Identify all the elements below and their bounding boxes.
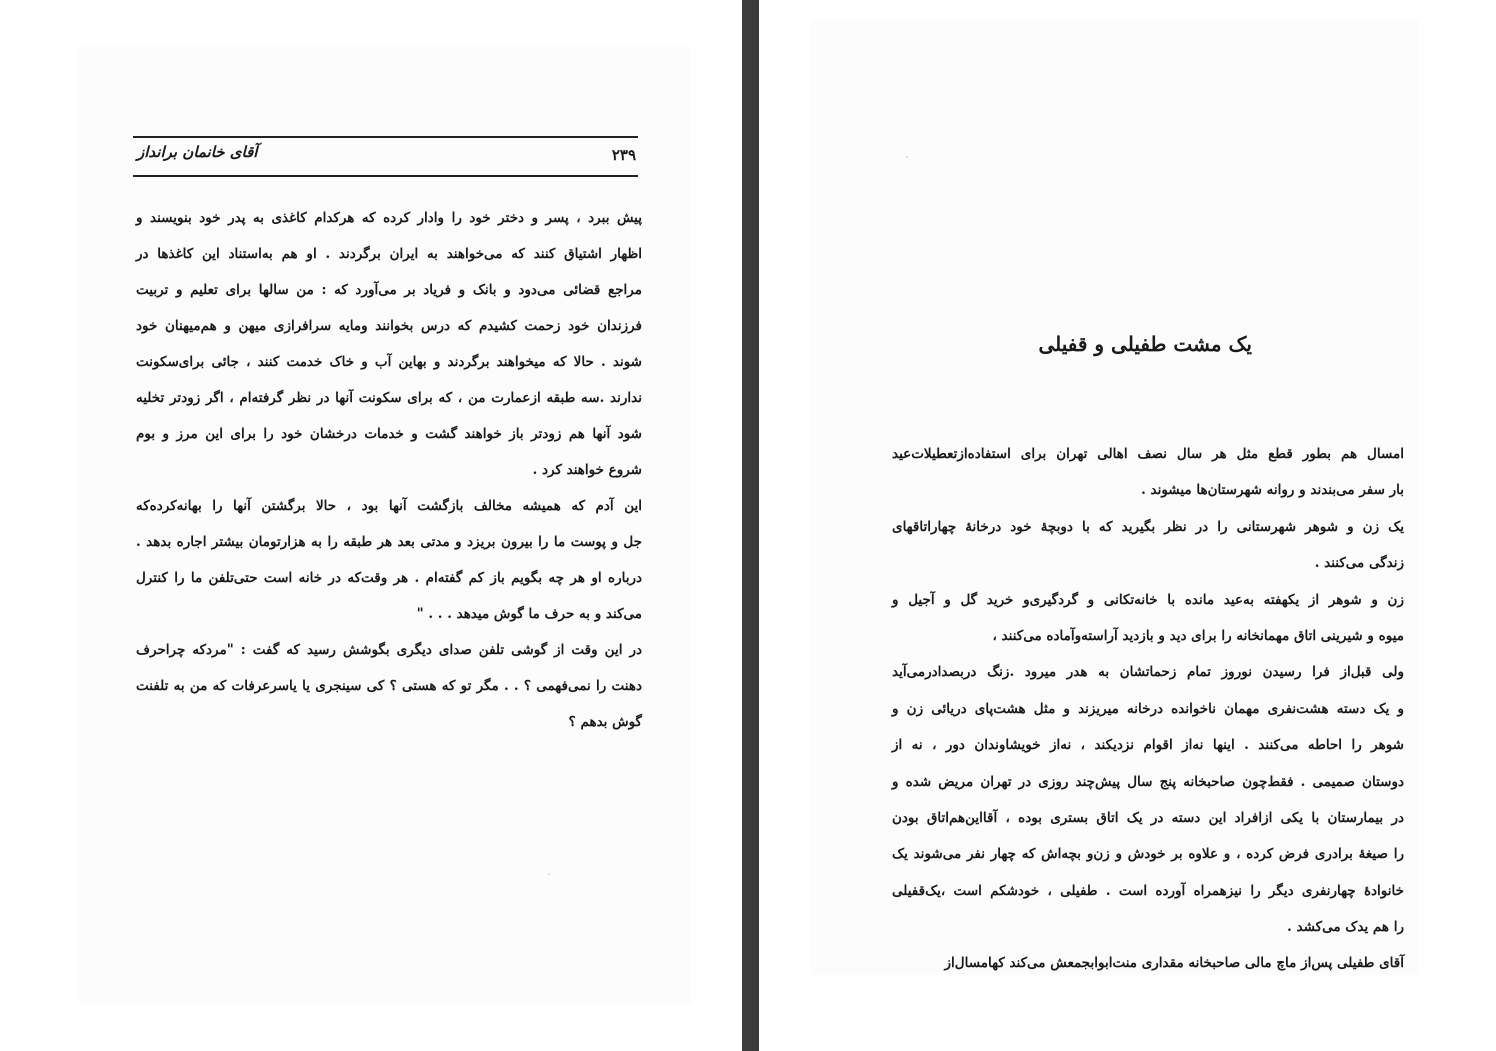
paragraph [136,488,642,632]
text-line: را صیغهٔ برادری فرض کرده ، و علاوه بر خودش و زن‌و بچه‌اش که چهار نفر می‌شوند یک [892,846,1404,863]
text-line: در این وقت از گوشی تلفن صدای دیگری بگوشش رسید که گفت : "مردکه چراحرف [136,642,642,658]
text-line: آقای طفیلی پس‌از ماچ مالی صاحبخانه مقداری منت‌ابوابجمعش می‌کند کهامسال‌از [944,955,1404,972]
text-line: ولی قبل‌از فرا رسیدن نوروز تمام زحماتشان به هدر میرود .زنگ دربصدادرمی‌آید [892,664,1404,681]
text-line: و یک دسته هشت‌نفری مهمان ناخوانده درخانه میریزند و مثل هشت‌پای دریائی زن و [892,700,1404,717]
text-line: ندارند .سه طبقه ازعمارت من ، که برای سکونت آنها در نظر گرفته‌ام ، اگر زودتر تخلیه [136,390,642,406]
text-line: را هم یدک می‌کشد . [1287,919,1404,936]
paragraph [136,632,642,740]
text-line: دهنت را نمی‌فهمی ؟ . . مگر تو که هستی ؟ کی سینجری یا یاسرعرفات که من به تلفنت [136,678,642,694]
text-line: خانوادهٔ چهارنفری دیگر را نیزهمراه آورده است . طفیلی ، خودشکم است ،یک‌قفیلی [892,882,1404,899]
text-line: می‌کند و به حرف ما گوش میدهد . . . " [416,606,642,622]
paragraph [136,200,642,488]
chapter-title: یک مشت طفیلی و قفیلی [1038,332,1252,356]
text-line: میوه و شیرینی اتاق مهمانخانه را برای دید و بازدید آراسته‌وآماده می‌کنند ، [992,627,1404,644]
paragraph [892,654,1404,945]
text-line: گوش بدهم ؟ [568,714,642,730]
text-line: زن و شوهر از یکهفته به‌عید مانده با خانه‌تکانی و گردگیری‌و خرید گل و آجیل و [892,591,1404,608]
text-line: در بیمارستان با یکی ازافراد این دسته در یک اتاق بستری بوده ، آقااین‌هم‌اتاق بودن [892,809,1404,826]
paragraph [892,436,1404,509]
text-line: درباره او هر چه بگویم باز کم گفته‌ام . هر وقت‌که در خانه است حتی‌تلفن ما را کنترل [136,570,642,586]
paragraph [892,582,1404,655]
page-number: ۲۳۹ [611,146,636,164]
text-line: پیش ببرد ، پسر و دختر خود را وادار کرده که هرکدام کاغذی به پدر خود بنویسند و [136,210,642,226]
text-line: امسال هم بطور قطع مثل هر سال نصف اهالی تهران برای استفاده‌ازتعطیلات‌عید [892,446,1404,462]
paragraph [892,509,1404,582]
paper-speck [906,156,908,158]
paper-speck [548,873,550,875]
text-line: یک زن و شوهر شهرستانی را در نظر بگیرید که با دوبچهٔ خود درخانهٔ چهاراتاقهای [892,518,1404,535]
text-line: این آدم که همیشه مخالف بازگشت آنها بود ، حالا برگشتن آنها را بهانه‌کرده‌که [136,498,642,514]
running-header [133,136,638,177]
text-line: شوند . حالا که میخواهند برگردند و بهاین آب و خاک خدمت کنند ، جائی برای‌سکونت [136,354,642,370]
text-line: فرزندان خود زحمت کشیدم که درس بخوانند ومایه سرافرازی میهن و هم‌میهنان خود [136,318,642,334]
running-title: آقای خانمان برانداز [137,143,258,161]
text-line: شود آنها هم زودتر باز خواهند گشت و خدمات درخشان خود را برای این مرز و بوم [136,426,642,442]
text-line: زندگی می‌کنند . [1314,555,1404,572]
text-line: جل و پوست ما را بیرون بریزد و مدتی بعد هر طبقه را به هزارتومان بیشتر اجاره بدهد . [136,534,642,550]
text-line: مراجع قضائی می‌دود و بانک و فریاد بر می‌آورد که : من سالها برای تعلیم و تربیت [136,282,642,298]
text-line: اظهار اشتیاق کنند که می‌خواهند به ایران برگردند . او هم به‌استناد این کاغذها در [136,246,643,262]
text-line: شروع خواهند کرد . [532,462,642,478]
text-line: شوهر را احاطه می‌کنند . اینها نه‌از اقوام نزدیکند ، نه‌از خویشاوندان دور ، نه از [892,737,1404,754]
text-line: دوستان صمیمی . فقط‌چون صاحبخانه پنج سال پیش‌چند روزی در تهران مریض شده و [892,773,1404,790]
paragraph [892,945,1404,981]
text-line: بار سفر می‌بندند و روانه شهرستان‌ها میشوند . [1141,482,1404,499]
right-page-body [892,436,1404,982]
book-spine-gutter [742,0,759,1051]
left-page-body [136,200,642,740]
